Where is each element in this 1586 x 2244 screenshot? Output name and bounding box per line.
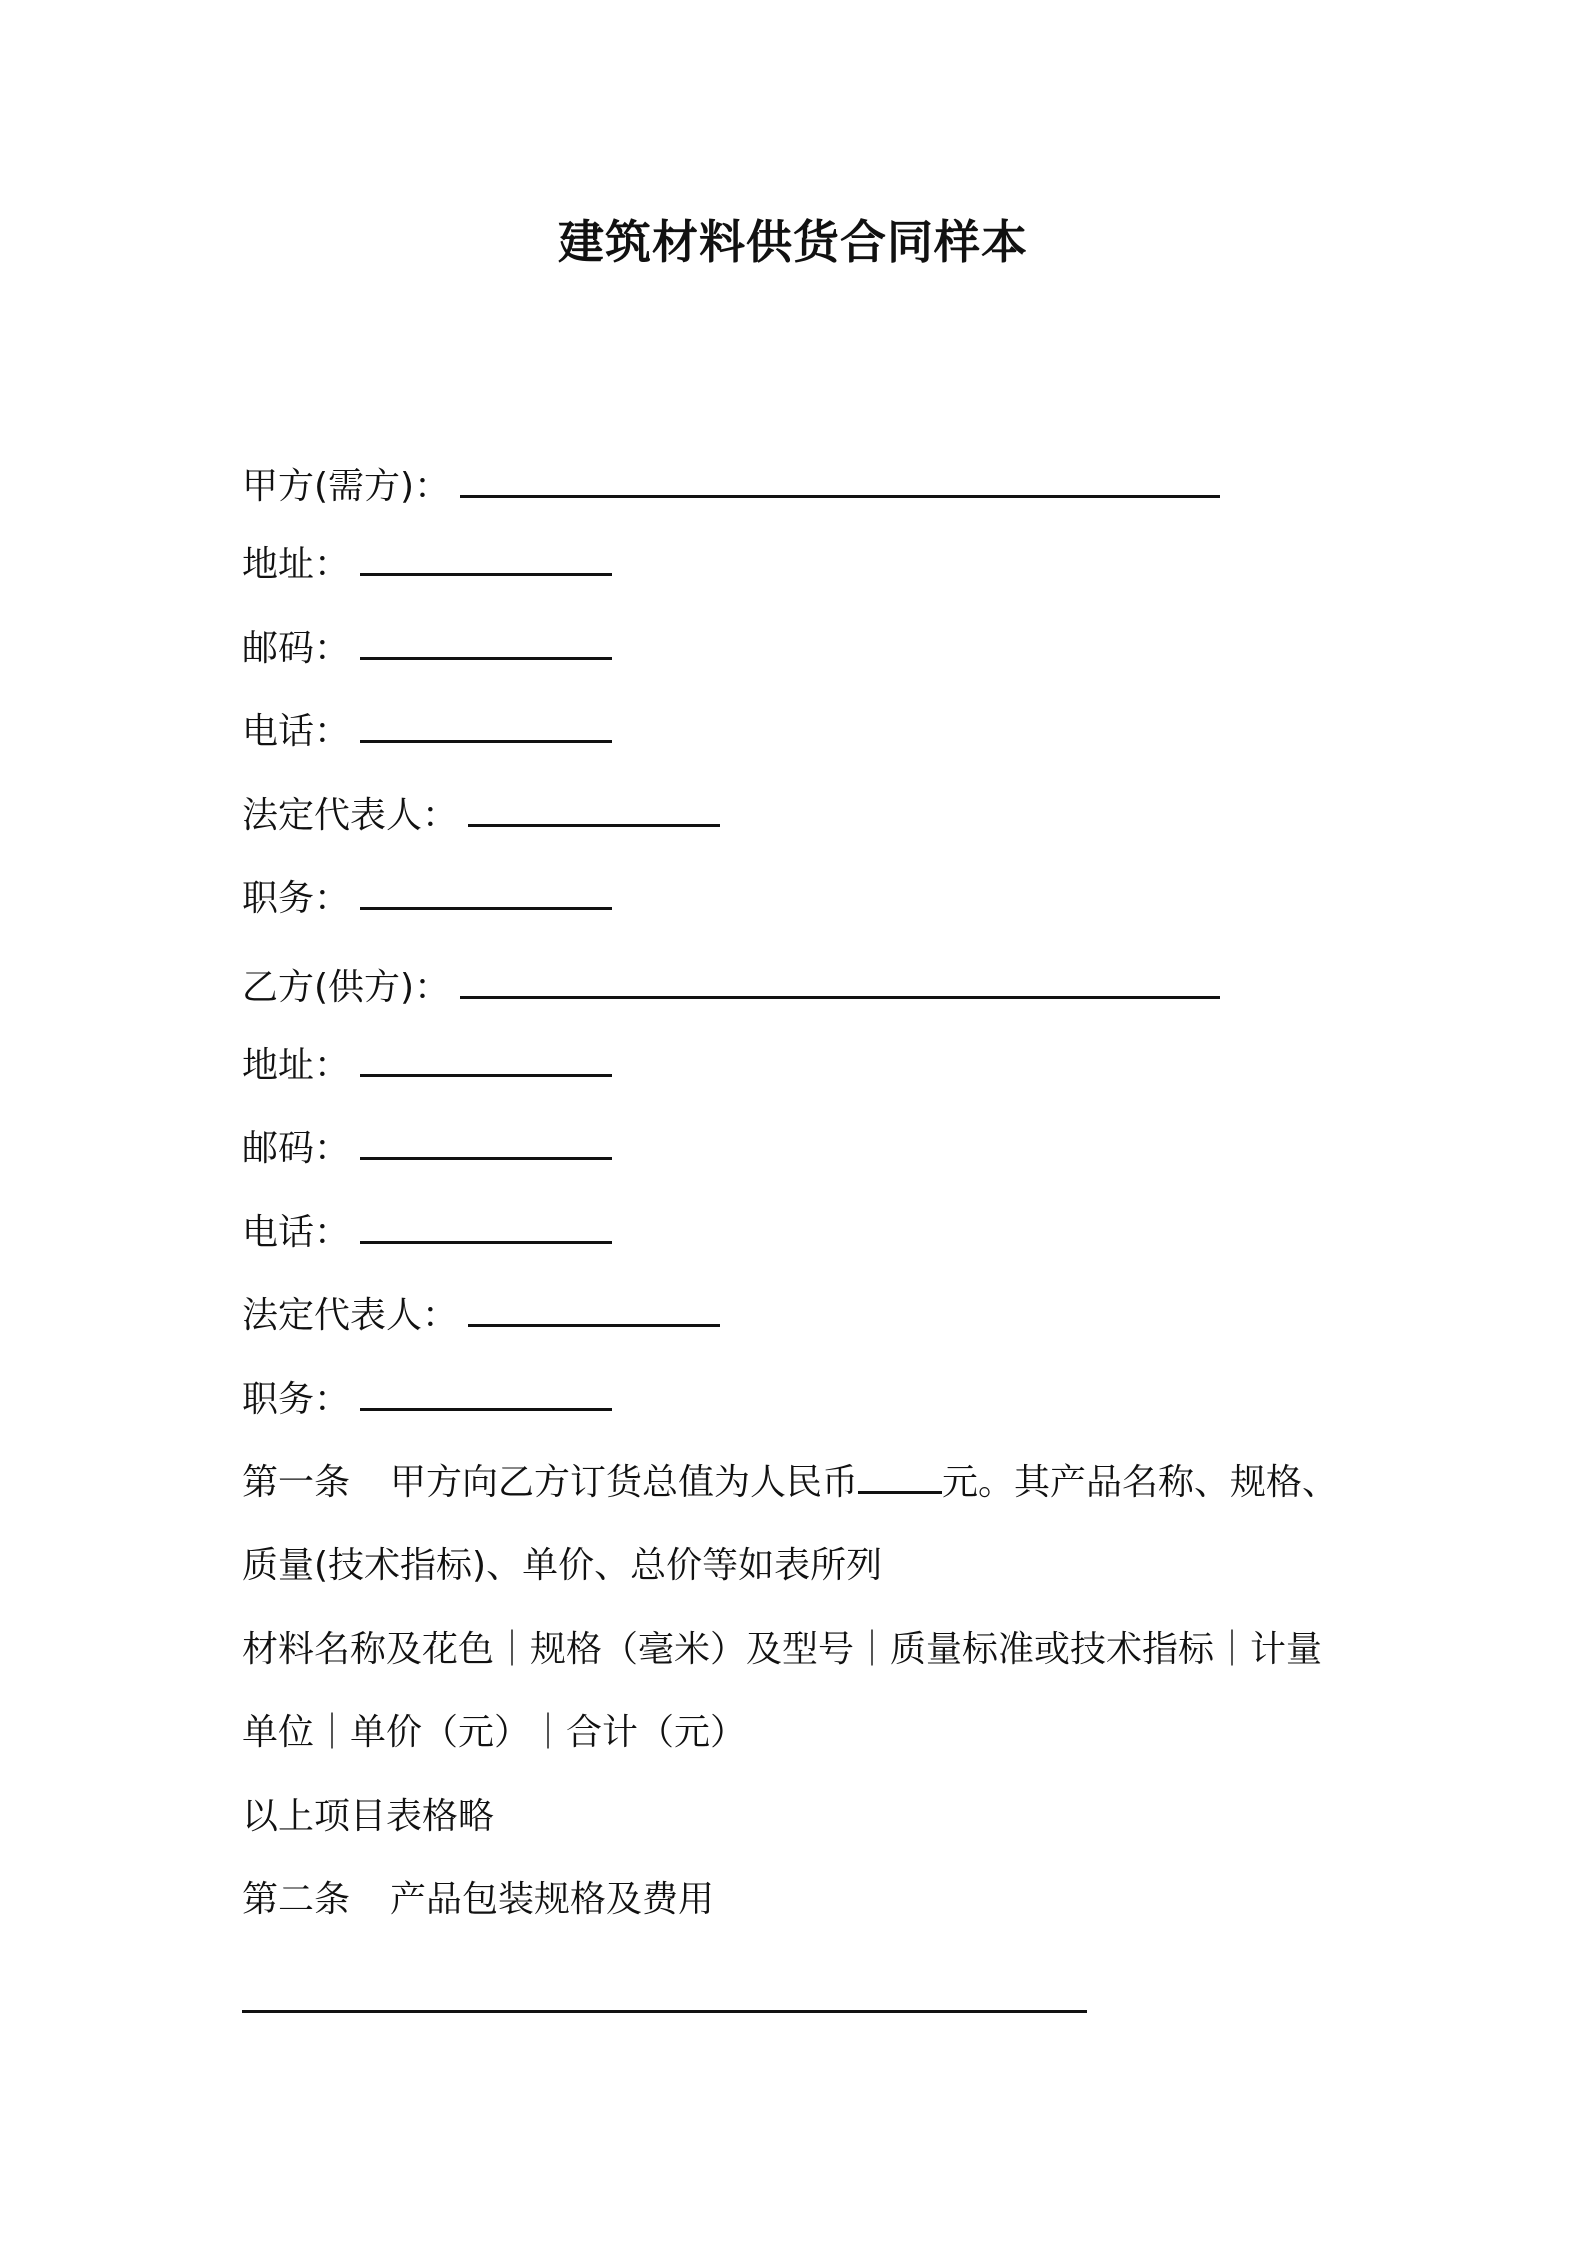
party-a-heading-line	[242, 462, 1220, 512]
party-a-phone-label: 电话：	[242, 711, 351, 752]
party-b-legal-rep-label: 法定代表人：	[242, 1295, 459, 1336]
party-b-heading: 乙方(供方)：	[242, 967, 451, 1008]
party-b-address-label: 地址：	[242, 1045, 351, 1086]
article-2-text: 产品包装规格及费用	[390, 1879, 715, 1920]
party-a-postcode-blank[interactable]	[360, 627, 612, 660]
article-2-label: 第二条	[242, 1879, 351, 1920]
table-note: 以上项目表格略	[242, 1796, 495, 1837]
party-a-position-label: 职务：	[242, 878, 351, 919]
party-a-phone-line	[242, 707, 612, 757]
article-1-text-a: 甲方向乙方订货总值为人民币	[390, 1462, 859, 1503]
party-b-postcode-blank[interactable]	[360, 1127, 612, 1160]
party-a-position-line	[242, 874, 612, 924]
party-a-legal-rep-blank[interactable]	[468, 794, 720, 827]
party-a-postcode-line	[242, 624, 612, 674]
document-title: 建筑材料供货合同样本	[558, 215, 1028, 269]
party-b-position-blank[interactable]	[360, 1378, 612, 1411]
party-b-legal-rep-line	[242, 1291, 720, 1341]
article-1-text-b: 元。其产品名称、规格、	[942, 1462, 1339, 1503]
party-b-name-blank[interactable]	[460, 966, 1220, 999]
party-a-legal-rep-label: 法定代表人：	[242, 795, 459, 836]
party-a-address-label: 地址：	[242, 544, 351, 585]
table-header-line-2: 单位｜单价（元）｜合计（元）	[242, 1712, 747, 1753]
party-b-position-label: 职务：	[242, 1379, 351, 1420]
party-b-address-blank[interactable]	[360, 1044, 612, 1077]
party-b-phone-blank[interactable]	[360, 1211, 612, 1244]
party-a-heading: 甲方(需方)：	[242, 466, 451, 507]
party-a-address-blank[interactable]	[360, 543, 612, 576]
party-b-position-line	[242, 1375, 612, 1425]
party-a-phone-blank[interactable]	[360, 710, 612, 743]
party-b-postcode-label: 邮码：	[242, 1128, 351, 1169]
article-2-line	[242, 1875, 714, 1925]
article-1-amount-blank[interactable]	[858, 1461, 942, 1494]
party-a-position-blank[interactable]	[360, 877, 612, 910]
party-b-postcode-line	[242, 1124, 612, 1174]
party-a-postcode-label: 邮码：	[242, 628, 351, 669]
article-1-label: 第一条	[242, 1462, 351, 1503]
article-1-line-2: 质量(技术指标)、单价、总价等如表所列	[242, 1545, 883, 1586]
party-b-phone-label: 电话：	[242, 1212, 351, 1253]
party-b-phone-line	[242, 1208, 612, 1258]
article-1-line-1	[242, 1458, 1338, 1508]
party-a-address-line	[242, 540, 612, 590]
table-header-line-1: 材料名称及花色｜规格（毫米）及型号｜质量标准或技术指标｜计量	[242, 1629, 1323, 1670]
party-b-address-line	[242, 1041, 612, 1091]
article-2-blank[interactable]	[242, 2010, 1087, 2013]
party-b-heading-line	[242, 963, 1220, 1013]
party-a-name-blank[interactable]	[460, 465, 1220, 498]
party-b-legal-rep-blank[interactable]	[468, 1294, 720, 1327]
party-a-legal-rep-line	[242, 791, 720, 841]
